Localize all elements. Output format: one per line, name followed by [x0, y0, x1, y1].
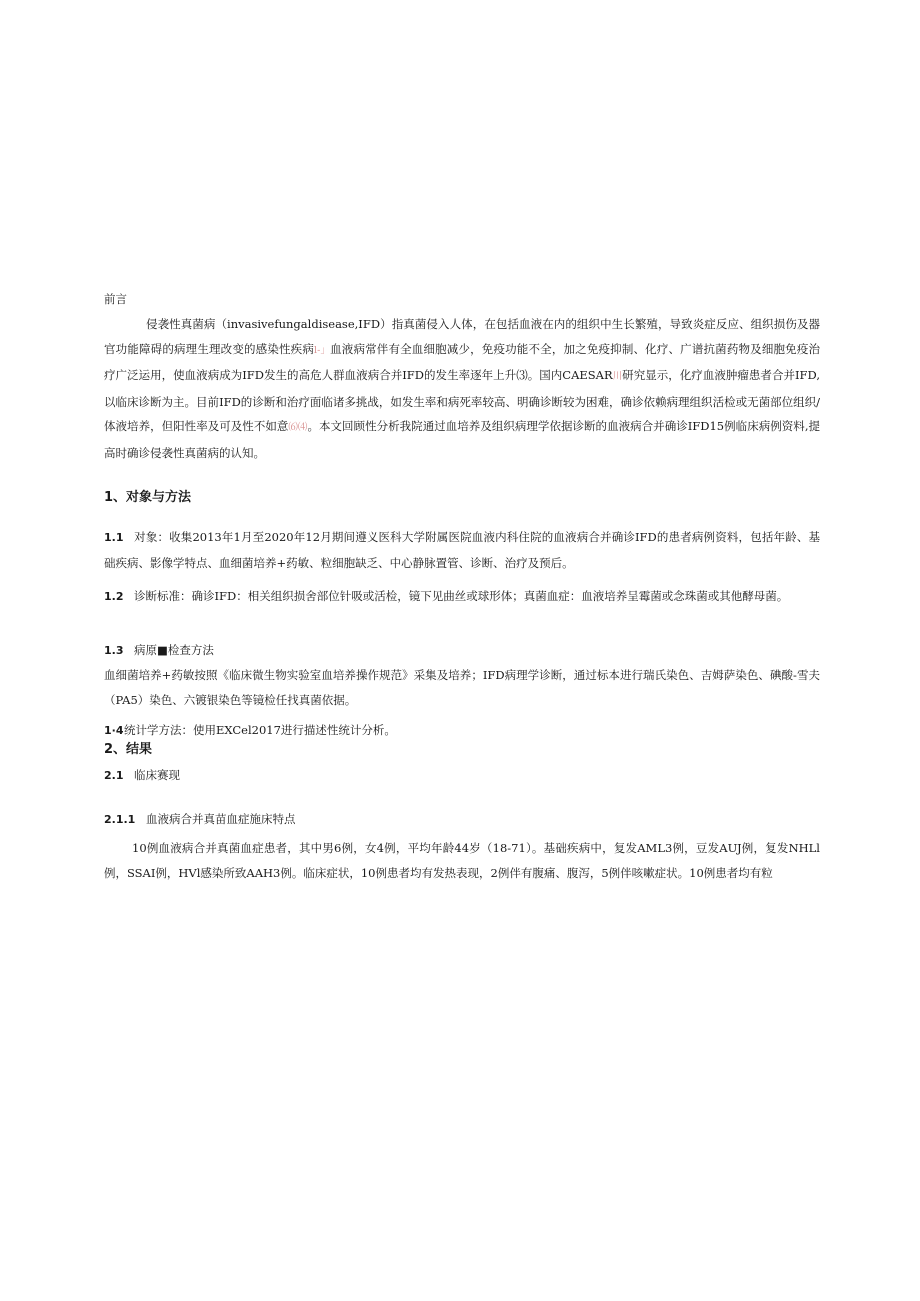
section-1-3-title: 病原■检查方法	[134, 643, 214, 657]
section-number: 1.3	[104, 644, 124, 657]
section-2-1-1-heading	[104, 807, 820, 833]
section-2-1-title: 临床赛现	[134, 768, 180, 782]
section-number: 1.1	[104, 531, 124, 544]
preface-text-2: 血液病常伴有全血细胞减少，免疫功能不全，加之免疫抑制、化疗、广谱抗菌药物及细胞免疫治疗广泛运用，使血液病成为IFD发生的高危人群血液病合并IFD的发生率逐年上升⑶。国内CAESAR	[104, 341, 821, 382]
citation-ref-2: 川	[612, 371, 623, 382]
citation-ref-3: ⑹⑷	[288, 422, 308, 433]
preface-text-3: 研究显示，化疗血液肿瘤患者合并IFD,以临床诊断为主。目前IFD的诊断和治疗面临诸多挑战，如发生率和病死率较高、明确诊断较为困难，确诊依赖病理组织活检或无菌部位组织/体液培养，但阳性率及可及性不如意	[104, 368, 820, 433]
section-2-heading: 2、结果	[104, 742, 153, 757]
section-1-4-text: 统计学方法：使用EXCel2017进行描述性统计分析。	[124, 723, 396, 737]
section-number: 2.1.1	[104, 813, 136, 826]
section-1-3-heading	[104, 638, 820, 664]
section-2-1-1-text: 10例血液病合并真菌血症患者，其中男6例，女4例，平均年龄44岁（18-71）。基础疾病中，复发AML3例，豆发AUJ例，复发NHLl例，SSAI例，HVl感染所致AAH3例。临床症状，10例患者均有发热表现，2例伴有腹痛、腹泻，5例伴咳嗽症状。10例患者均有粒	[104, 841, 820, 880]
section-1-heading: 1、对象与方法	[104, 490, 192, 505]
section-2-1-1-title: 血液病合并真苗血症施床特点	[146, 812, 296, 826]
preface-heading: 前言	[104, 292, 127, 306]
section-1-1-text: 对象：收集2013年1月至2020年12月期间遵义医科大学附属医院血液内科住院的血液病合并确诊IFD的患者病例资料，包括年龄、基础疾病、影像学特点、血细菌培养+药敏、粒细胞缺乏、中心静脉置管、诊断、治疗及预后。	[104, 530, 820, 570]
preface-paragraph	[104, 312, 820, 465]
section-number: 1·4	[104, 724, 124, 737]
section-2-1-heading	[104, 763, 820, 789]
section-1-2-text: 诊断标准：确诊IFD：相关组织损舍部位针吸或活检，镜下见曲丝或球形体；真菌血症：血液培养呈霉菌或念珠菌或其他酵母菌。	[134, 589, 789, 603]
section-number: 1.2	[104, 590, 124, 603]
section-1-2	[104, 584, 820, 610]
preface-text-1: 侵袭性真菌病（invasivefungaldisease,IFD）指真菌侵入人体，在包括血液在内的组织中生长繁殖，导致炎症反应、组织损伤及器官功能障碍的病理生理改变的感染性疾病	[104, 317, 820, 356]
section-number: 2.1	[104, 769, 124, 782]
citation-ref-1: l-」	[314, 344, 331, 356]
section-1-1	[104, 525, 820, 575]
preface-text-4: 。本文回顾性分析我院通过血培养及组织病理学依据诊断的血液病合并确诊IFD15例临床病例资料,提高时确诊侵袭性真菌病的认知。	[104, 419, 820, 460]
section-1-3-text: 血细菌培养+药敏按照《临床微生物实验室血培养操作规范》采集及培养；IFD病理学诊断，通过标本进行瑞氏染色、吉姆萨染色、碘酸-雪夫（PA5）染色、六镀银染色等镜检任找真菌依据。	[104, 668, 820, 707]
